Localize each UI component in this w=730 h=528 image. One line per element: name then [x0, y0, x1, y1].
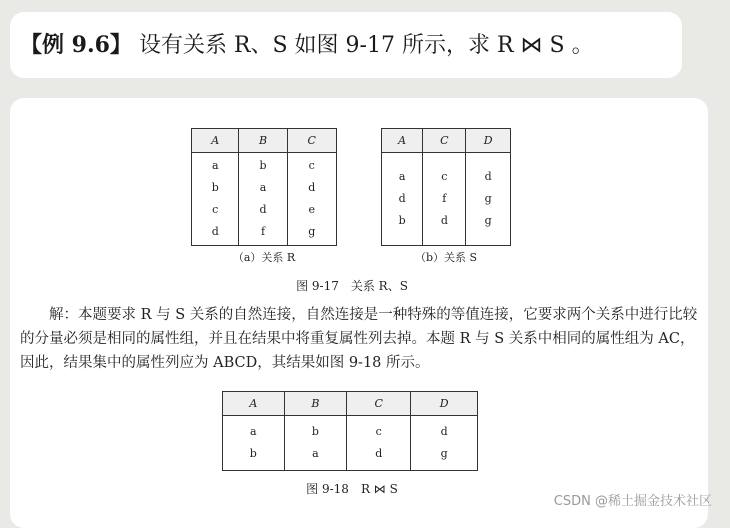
column-cells — [423, 153, 466, 246]
table-cell: b — [398, 214, 406, 227]
table-cell: f — [442, 192, 447, 205]
table-cell: f — [260, 225, 266, 238]
column-header: A — [382, 129, 423, 153]
table-row — [223, 416, 478, 471]
table-cell: b — [211, 181, 219, 194]
column-header: B — [239, 129, 287, 153]
table-row — [382, 153, 511, 246]
column-cells — [223, 416, 285, 471]
column-cells — [239, 153, 287, 246]
example-label: 【例 9.6】 — [20, 32, 132, 58]
table-cell: a — [312, 447, 319, 460]
relation-r-table — [191, 128, 337, 246]
figure-9-17-caption: 图 9-17 关系 R、S — [296, 279, 408, 293]
example-heading — [20, 28, 594, 59]
column-cells — [382, 153, 423, 246]
table-cell: b — [259, 159, 267, 172]
table-cell: e — [308, 203, 316, 216]
table-cell: c — [212, 203, 219, 216]
column-cells — [466, 153, 511, 246]
watermark: CSDN @稀土掘金技术社区 — [553, 494, 712, 509]
column-header: A — [223, 392, 285, 416]
column-header: C — [347, 392, 411, 416]
table-cell: c — [375, 425, 382, 438]
solution-paragraph: 解：本题要求 R 与 S 关系的自然连接，自然连接是一种特殊的等值连接，它要求两个关系中进行比较的分量必须是相同的属性组，并且在结果中将重复属性列去掉。本题 R 与 S 关系中相同的属性组为 AC，因此，结果集中的属性列应为 ABCD，其结果如图 9-18 所示。 — [20, 307, 698, 371]
table-cell: a — [250, 425, 257, 438]
table-cell: b — [249, 447, 257, 460]
column-cells — [411, 416, 478, 471]
column-header: C — [287, 129, 336, 153]
example-text: 设有关系 R、S 如图 9-17 所示，求 R ⋈ S 。 — [138, 33, 594, 58]
result-table — [222, 391, 478, 471]
column-cells — [287, 153, 336, 246]
table-cell: d — [308, 181, 316, 194]
table-cell: d — [484, 170, 492, 183]
table-cell: g — [484, 192, 492, 205]
table-cell: d — [375, 447, 383, 460]
column-header: B — [284, 392, 346, 416]
column-header: C — [423, 129, 466, 153]
column-header: D — [411, 392, 478, 416]
column-cells — [284, 416, 346, 471]
column-header: A — [192, 129, 239, 153]
table-cell: b — [311, 425, 319, 438]
table-cell: g — [440, 447, 448, 460]
table-cell: g — [484, 214, 492, 227]
table-cell: d — [398, 192, 406, 205]
table-cell: d — [211, 225, 219, 238]
table-cell: g — [308, 225, 316, 238]
table-cell: a — [259, 181, 267, 194]
table-row — [192, 153, 337, 246]
table-cell: d — [259, 203, 267, 216]
table-cell: c — [308, 159, 315, 172]
caption-s: （b）关系 S — [414, 251, 478, 264]
column-cells — [192, 153, 239, 246]
figure-9-18-caption: 图 9-18 R ⋈ S — [306, 482, 398, 496]
column-cells — [347, 416, 411, 471]
table-cell: a — [398, 170, 406, 183]
column-header: D — [466, 129, 511, 153]
table-cell: c — [441, 170, 448, 183]
table-cell: d — [440, 214, 448, 227]
table-cell: d — [440, 425, 448, 438]
relation-s-table — [381, 128, 511, 246]
caption-r: （a）关系 R — [232, 251, 296, 264]
table-cell: a — [211, 159, 219, 172]
